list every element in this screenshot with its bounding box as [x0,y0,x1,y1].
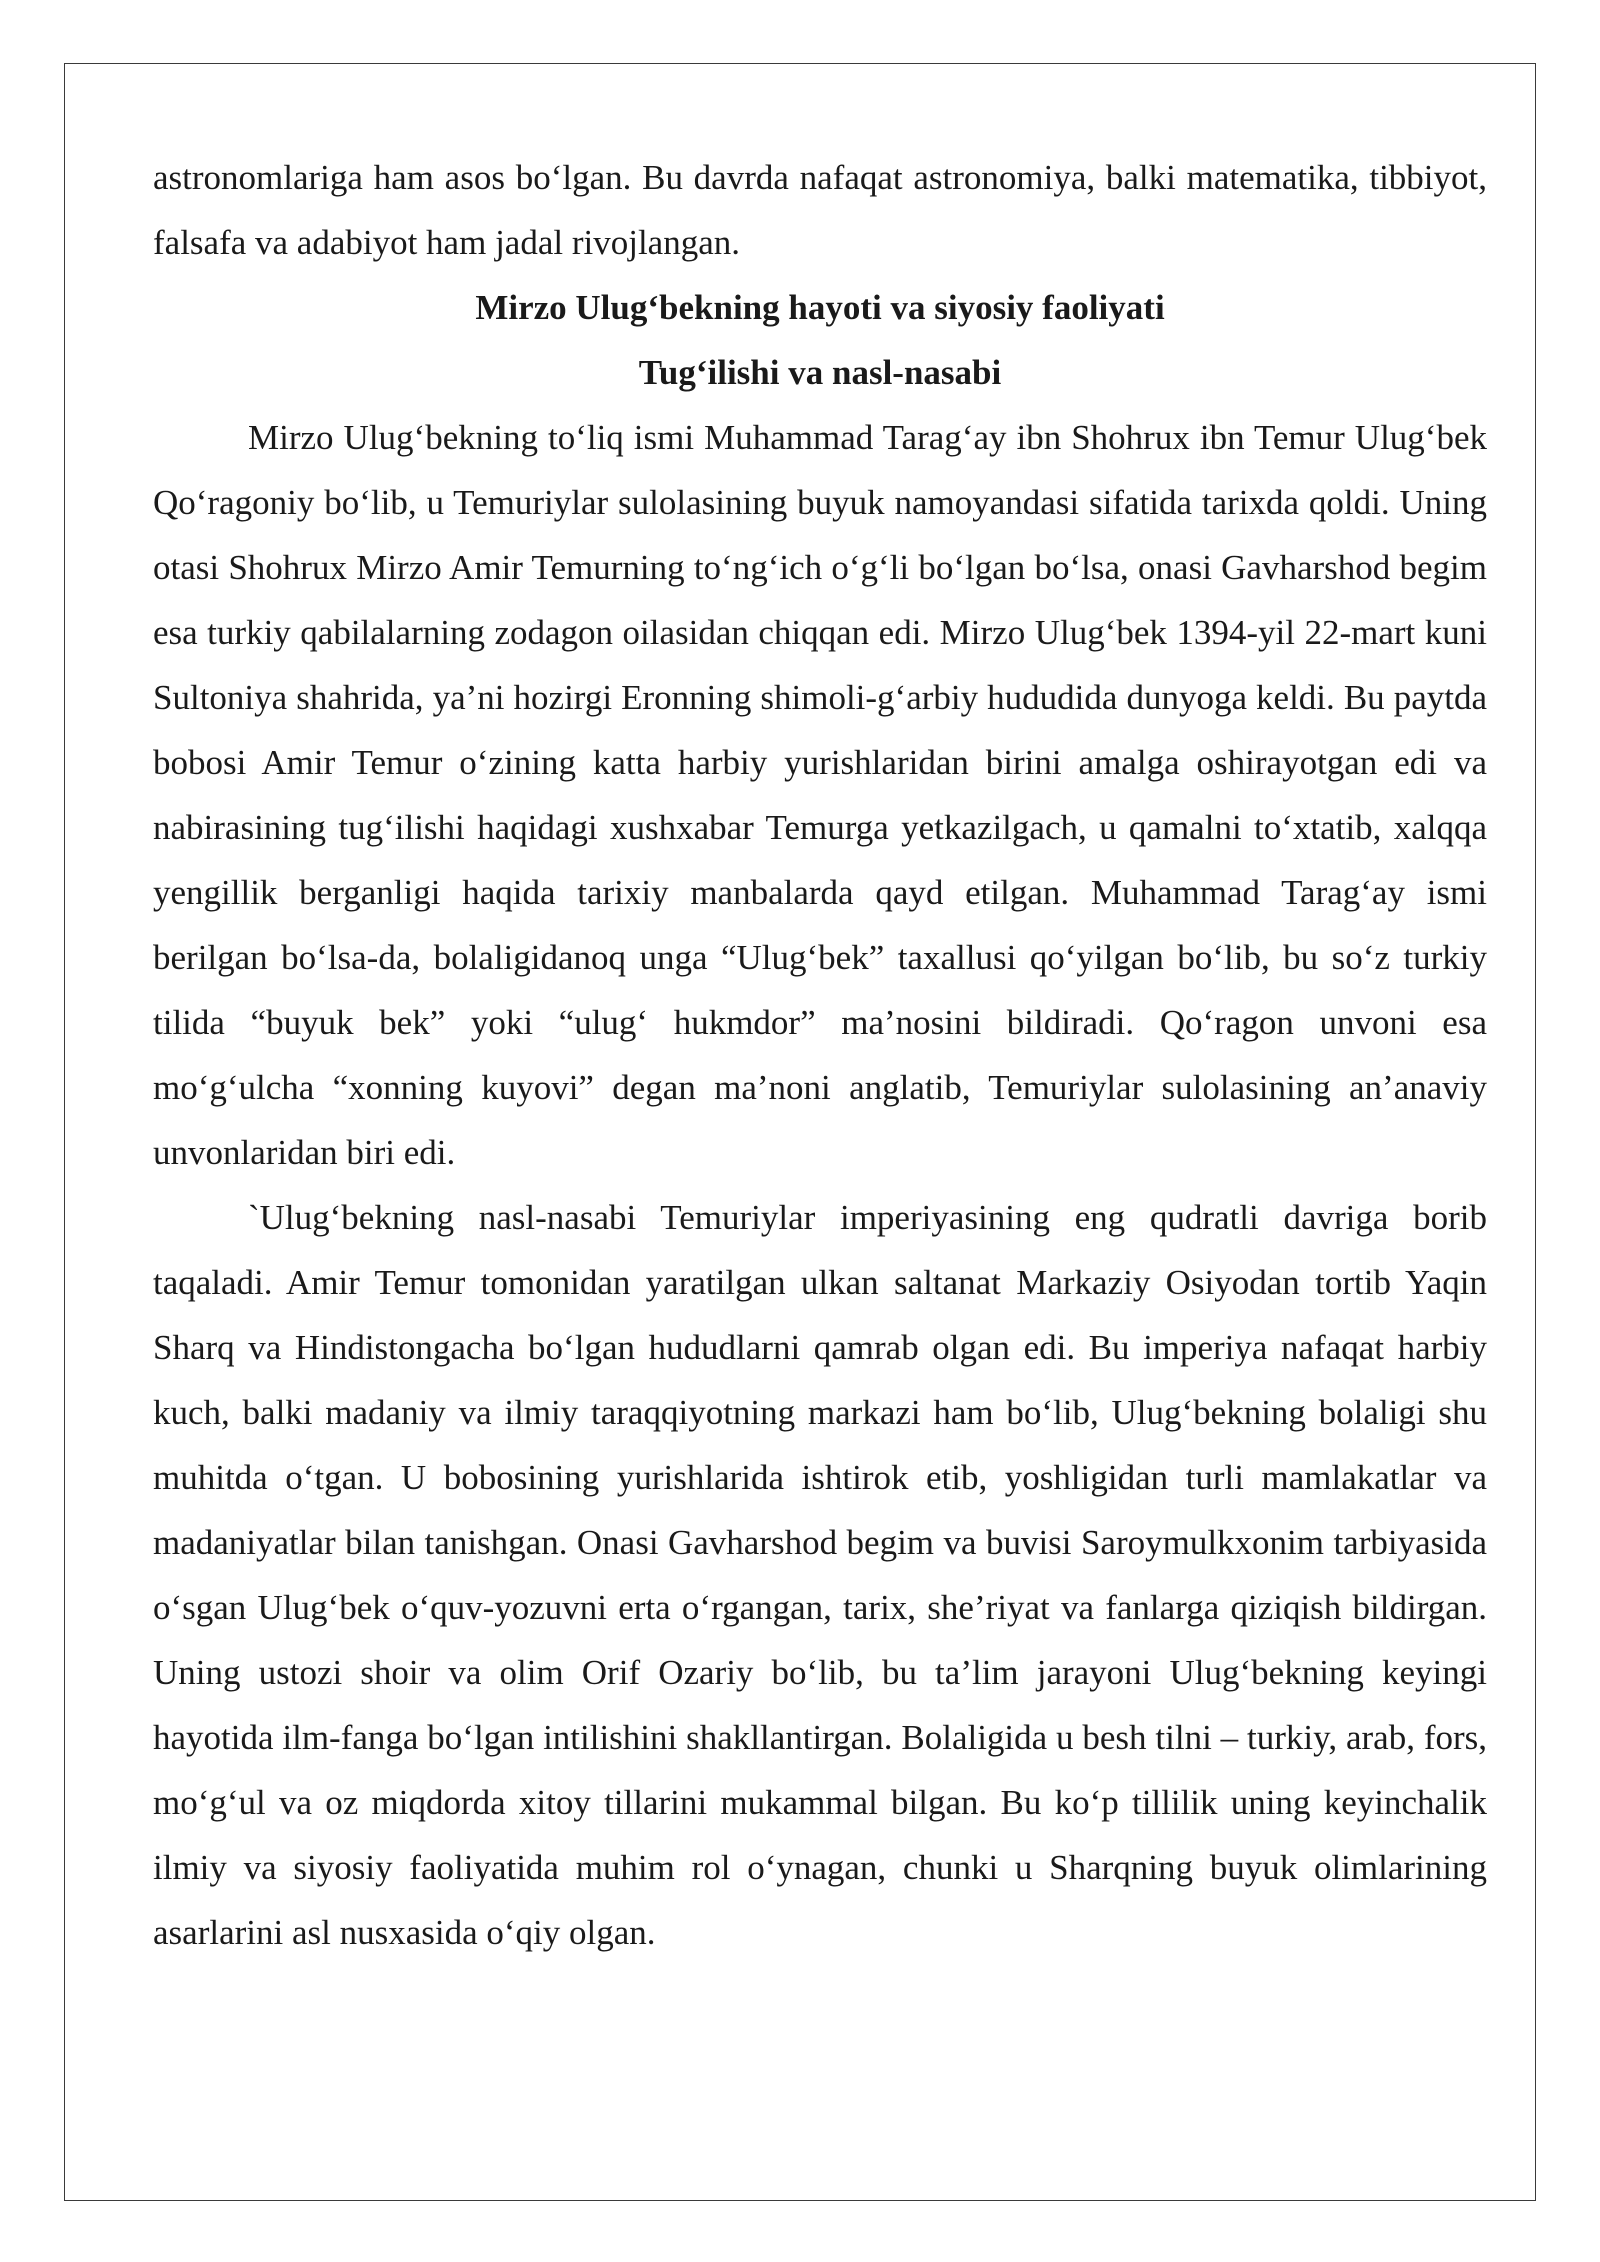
intro-paragraph: astronomlariga ham asos bo‘lgan. Bu davrda nafaqat astronomiya, balki matematika, tibbiyot, falsafa va adabiyot ham jadal rivojlangan. [153,158,1487,262]
subsection-title: Tug‘ilishi va nasl-nasabi [638,353,1002,392]
body-paragraph: Mirzo Ulug‘bekning to‘liq ismi Muhammad Tarag‘ay ibn Shohrux ibn Temur Ulug‘bek Qo‘ragoniy bo‘lib, u Temuriylar sulolasining buyuk namoyandasi sifatida tarixda qoldi. Uning otasi Shohrux Mirzo Amir Temurning to‘ng‘ich o‘g‘li bo‘lgan bo‘lsa, onasi Gavharshod begim esa turkiy qabilalarning zodagon oilasidan chiqqan edi. Mirzo Ulug‘bek 1394-yil 22-mart kuni Sultoniya shahrida, ya’ni hozirgi Eronning shimoli-g‘arbiy hududida dunyoga keldi. Bu paytda bobosi Amir Temur o‘zining katta harbiy yurishlaridan birini amalga oshirayotgan edi va nabirasining tug‘ilishi haqidagi xushxabar Temurga yetkazilgach, u qamalni to‘xtatib, xalqqa yengillik berganligi haqida tarixiy manbalarda qayd etilgan. Muhammad Tarag‘ay ismi berilgan bo‘lsa-da, bolaligidanoq unga “Ulug‘bek” taxallusi qo‘yilgan bo‘lib, bu so‘z turkiy tilida “buyuk bek” yoki “ulug‘ hukmdor” ma’nosini bildiradi. Qo‘ragon unvoni esa mo‘g‘ulcha “xonning kuyovi” degan ma’noni anglatib, Temuriylar sulolasining an’anaviy unvonlaridan biri edi. [153,418,1487,1172]
document-body [153,145,1487,1965]
body-paragraph: `Ulug‘bekning nasl-nasabi Temuriylar imperiyasining eng qudratli davriga borib taqaladi. Amir Temur tomonidan yaratilgan ulkan saltanat Markaziy Osiyodan tortib Yaqin Sharq va Hindistongacha bo‘lgan hududlarni qamrab olgan edi. Bu imperiya nafaqat harbiy kuch, balki madaniy va ilmiy taraqqiyotning markazi ham bo‘lib, Ulug‘bekning bolaligi shu muhitda o‘tgan. U bobosining yurishlarida ishtirok etib, yoshligidan turli mamlakatlar va madaniyatlar bilan tanishgan. Onasi Gavharshod begim va buvisi Saroymulkxonim tarbiyasida o‘sgan Ulug‘bek o‘quv-yozuvni erta o‘rgangan, tarix, she’riyat va fanlarga qiziqish bildirgan. Uning ustozi shoir va olim Orif Ozariy bo‘lib, bu ta’lim jarayoni Ulug‘bekning keyingi hayotida ilm-fanga bo‘lgan intilishini shakllantirgan. Bolaligida u besh tilni – turkiy, arab, fors, mo‘g‘ul va oz miqdorda xitoy tillarini mukammal bilgan. Bu ko‘p tillilik uning keyinchalik ilmiy va siyosiy faoliyatida muhim rol o‘ynagan, chunki u Sharqning buyuk olimlarining asarlarini asl nusxasida o‘qiy olgan. [153,1198,1487,1952]
section-title: Mirzo Ulug‘bekning hayoti va siyosiy faoliyati [475,288,1165,327]
